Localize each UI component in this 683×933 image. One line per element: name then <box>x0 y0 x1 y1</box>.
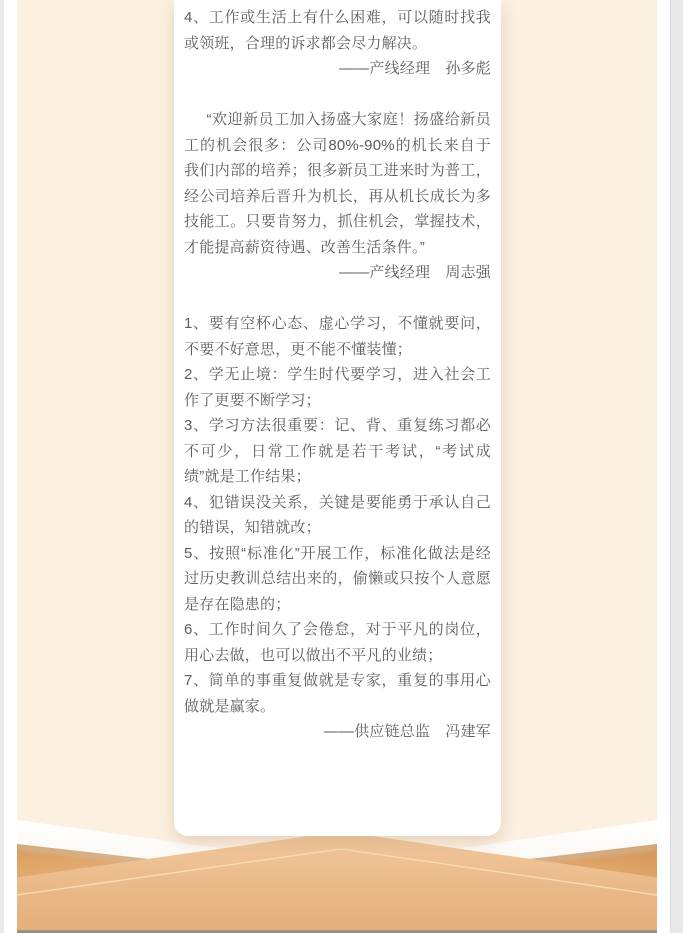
advice-item: 5、按照“标准化”开展工作，标准化做法是经过历史教训总结出来的，偷懒或只按个人意愿是存在隐患的； <box>184 544 491 613</box>
advice-item: 7、简单的事重复做就是专家，重复的事用心做就是赢家。 <box>184 672 491 715</box>
signature-zhou-zhiqiang: ——产线经理 周志强 <box>338 264 491 281</box>
advice-item: 6、工作时间久了会倦怠，对于平凡的岗位，用心去做，也可以做出不平凡的业绩； <box>184 621 491 664</box>
advice-list <box>184 311 491 719</box>
scrollbar-track[interactable] <box>670 0 683 933</box>
article-card <box>174 0 501 836</box>
advice-item: 3、学习方法很重要：记、背、重复练习都必不可少，日常工作就是若干考试，“考试成绩”就是工作结果； <box>184 417 491 485</box>
advice-item: 2、学无止境：学生时代要学习，进入社会工作了更要不断学习； <box>184 366 491 409</box>
paragraph-welcome-quote: “欢迎新员工加入扬盛大家庭！扬盛给新员工的机会很多：公司80%-90%的机长来自于我们内部的培养；很多新员工进来时为普工，经公司培养后晋升为机长，再从机长成长为多技能工。只要肯努力，抓住机会，掌握技术，才能提高薪资待遇、改善生活条件。” <box>184 111 491 256</box>
paragraph-difficulties: 4、工作或生活上有什么困难，可以随时找我或领班，合理的诉求都会尽力解决。 <box>184 9 491 52</box>
article-page <box>17 0 657 933</box>
page-margin-left <box>4 0 17 933</box>
page-margin-right <box>657 0 670 933</box>
advice-item: 1、要有空杯心态、虚心学习，不懂就要问，不要不好意思，更不能不懂装懂； <box>184 315 491 358</box>
advice-item: 4、犯错误没关系，关键是要能勇于承认自己的错误，知错就改； <box>184 493 491 536</box>
signature-feng-jianjun: ——供应链总监 冯建军 <box>323 723 491 740</box>
signature-sun-duobiao: ——产线经理 孙多彪 <box>338 60 491 77</box>
